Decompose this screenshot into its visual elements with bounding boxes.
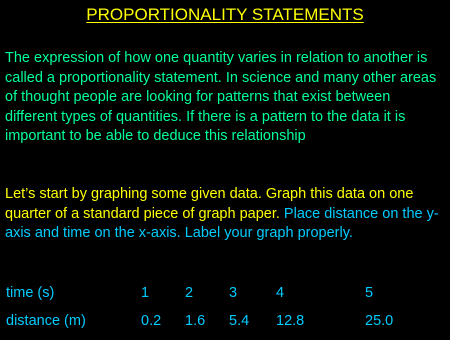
table-cell: 5 — [365, 285, 374, 301]
table-cell: 25.0 — [365, 313, 394, 329]
table-row-time — [0, 284, 450, 312]
table-cell: 12.8 — [276, 313, 305, 329]
table-cell: 3 — [229, 285, 238, 301]
table-cell: 5.4 — [229, 313, 250, 329]
table-cell: 1.6 — [185, 313, 206, 329]
data-table — [0, 284, 450, 340]
slide-title: PROPORTIONALITY STATEMENTS — [86, 5, 364, 24]
table-cell: 4 — [276, 285, 285, 301]
table-cell: 0.2 — [141, 313, 162, 329]
instructions-part1: Let’s start by graphing some given data. Graph this data on one quarter of a standard piece of graph paper. — [5, 186, 414, 222]
intro-paragraph: The expression of how one quantity varies in relation to another is called a proportionality statement. In science and many other areas of thought people are looking for patterns that exist between different types of quantities. If there is a pattern to the data it is important to be able to deduce this relationship — [5, 50, 437, 145]
table-cell: 1 — [141, 285, 150, 301]
instructions-paragraph — [5, 185, 445, 244]
row-label-distance: distance (m) — [6, 313, 86, 329]
table-row-distance — [0, 312, 450, 340]
row-label-time: time (s) — [6, 285, 55, 301]
instructions-part2: Place distance on the y-axis and time on the x-axis. Label your graph properly. — [5, 205, 439, 242]
table-cell: 2 — [185, 285, 194, 301]
